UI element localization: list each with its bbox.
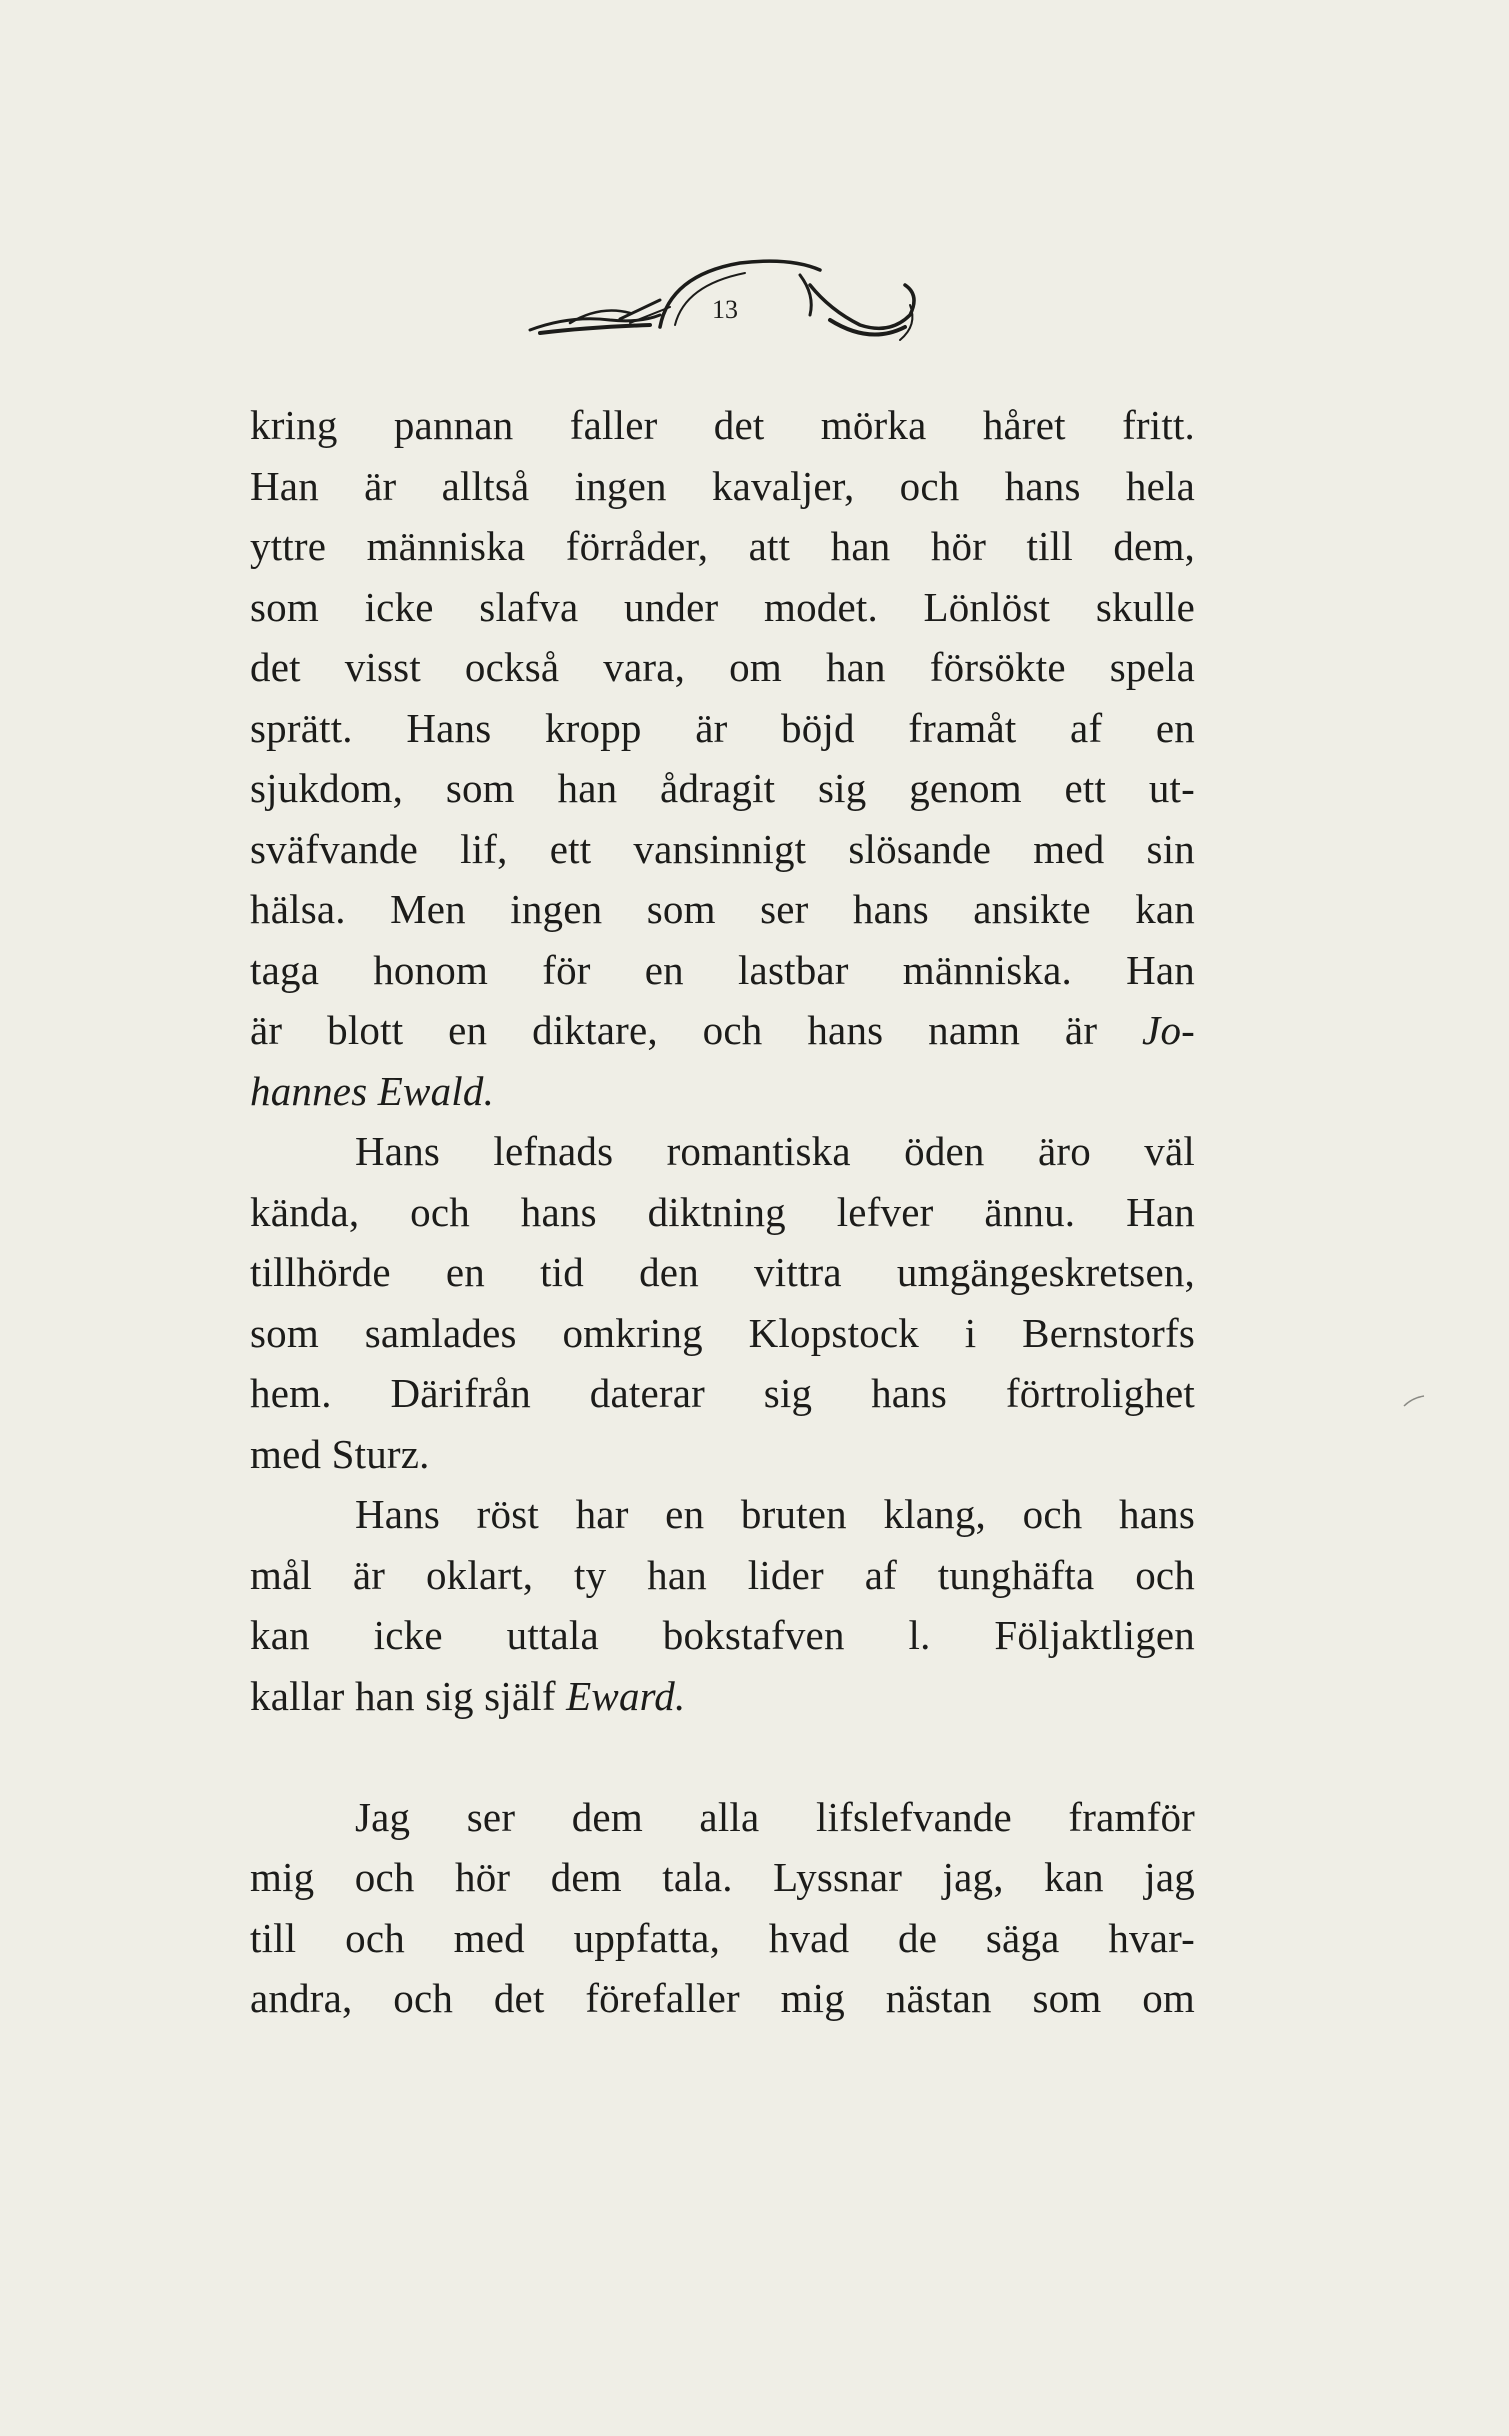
text-line bbox=[250, 1000, 1195, 1061]
text-line: hälsa. Men ingen som ser hans ansikte kan bbox=[250, 886, 1195, 932]
text-line: sjukdom, som han ådragit sig genom ett ut- bbox=[250, 765, 1195, 811]
text-line-part: kallar han sig själf bbox=[250, 1672, 556, 1719]
paragraph-first-line: Hans lefnads romantiska öden äro väl bbox=[355, 1128, 1195, 1174]
body-text bbox=[250, 395, 1195, 2029]
text-line: kring pannan faller det mörka håret fritt. bbox=[250, 402, 1195, 448]
text-line: hem. Därifrån daterar sig hans förtrolighet bbox=[250, 1370, 1195, 1416]
text-line: med Sturz. bbox=[250, 1430, 430, 1477]
text-line: mig och hör dem tala. Lyssnar jag, kan jag bbox=[250, 1854, 1195, 1900]
italic-name-line: hannes Ewald. bbox=[250, 1067, 495, 1114]
italic-name-part: Eward. bbox=[566, 1672, 686, 1719]
section-gap bbox=[250, 1726, 1195, 1787]
text-line: yttre människa förråder, att han hör till dem, bbox=[250, 523, 1195, 569]
text-line: som samlades omkring Klopstock i Bernstorfs bbox=[250, 1309, 1195, 1356]
paragraph-first-line: Jag ser dem alla lifslefvande framför bbox=[355, 1793, 1195, 1840]
text-line: kända, och hans diktning lefver ännu. Han bbox=[250, 1188, 1195, 1235]
text-line: sprätt. Hans kropp är böjd framåt af en bbox=[250, 704, 1195, 751]
text-line: taga honom för en lastbar människa. Han bbox=[250, 946, 1195, 993]
text-line: som icke slafva under modet. Lönlöst skulle bbox=[250, 583, 1195, 630]
margin-pencil-mark bbox=[1402, 1390, 1426, 1410]
paragraph-first-line: Hans röst har en bruten klang, och hans bbox=[355, 1491, 1195, 1537]
text-line: mål är oklart, ty han lider af tunghäfta och bbox=[250, 1551, 1195, 1598]
italic-name-part: Jo- bbox=[1142, 1007, 1195, 1053]
text-line: andra, och det förefaller mig nästan som om bbox=[250, 1975, 1195, 2021]
text-line: till och med uppfatta, hvad de säga hvar- bbox=[250, 1914, 1195, 1961]
text-line: tillhörde en tid den vittra umgängeskretsen, bbox=[250, 1249, 1195, 1295]
text-line bbox=[250, 1666, 1195, 1727]
text-line-part: är blott en diktare, och hans namn är bbox=[250, 1007, 1098, 1053]
text-line: det visst också vara, om han försökte spela bbox=[250, 644, 1195, 690]
page-number: 13 bbox=[712, 295, 738, 324]
text-line: sväfvande lif, ett vansinnigt slösande med sin bbox=[250, 825, 1195, 872]
text-line: kan icke uttala bokstafven l. Följaktligen bbox=[250, 1612, 1195, 1658]
text-line: Han är alltså ingen kavaljer, och hans hela bbox=[250, 462, 1195, 509]
